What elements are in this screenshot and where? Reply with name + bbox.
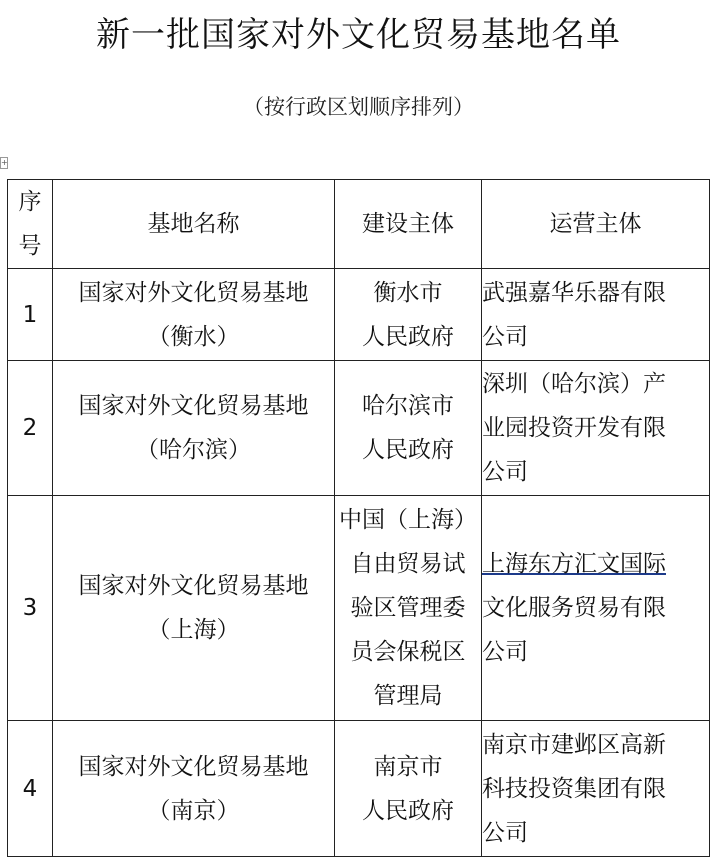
row-seq: 2: [8, 361, 53, 496]
row-builder-line: 南京市: [373, 753, 443, 780]
header-operator: 运营主体: [482, 180, 710, 269]
row-name-line: 国家对外文化贸易基地: [78, 279, 309, 306]
table-header-row: [8, 180, 710, 269]
table-row: [8, 269, 710, 361]
document-subtitle: （按行政区划顺序排列）: [243, 95, 474, 119]
row-operator-line: 公司: [482, 323, 528, 350]
row-name-line: 国家对外文化贸易基地: [78, 753, 309, 780]
row-operator-line: 上海东方汇文国际: [482, 551, 666, 577]
row-builder: [335, 269, 482, 361]
row-operator-line: 公司: [482, 639, 528, 665]
row-operator: [482, 496, 710, 721]
row-builder-line: 自由贸易试: [350, 551, 466, 577]
header-seq-line-2: 号: [18, 233, 42, 259]
row-operator-line: 公司: [482, 819, 528, 846]
row-builder: [335, 721, 482, 857]
row-operator: [482, 721, 710, 857]
row-operator-line: 科技投资集团有限: [482, 775, 666, 802]
row-operator-line: 深圳（哈尔滨）产: [482, 371, 666, 397]
table-move-handle-icon[interactable]: +: [1, 158, 8, 167]
header-name: 基地名称: [53, 180, 335, 269]
row-name-line: （南京）: [147, 797, 240, 824]
document-title: 新一批国家对外文化贸易基地名单: [96, 15, 621, 55]
row-builder: [335, 361, 482, 496]
header-builder: 建设主体: [335, 180, 482, 269]
header-seq-line-1: 序: [18, 189, 42, 215]
row-builder-line: 管理局: [373, 683, 443, 709]
row-operator-line: 公司: [482, 459, 528, 485]
table-row: [8, 721, 710, 857]
row-name-line: （上海）: [147, 617, 240, 643]
header-seq: [8, 180, 53, 269]
row-operator: [482, 269, 710, 361]
row-operator-line: 文化服务贸易有限: [482, 595, 666, 621]
row-name-line: （衡水）: [147, 323, 240, 350]
row-builder-line: 员会保税区: [350, 639, 466, 665]
row-builder-line: 验区管理委: [350, 595, 466, 621]
row-builder-line: 人民政府: [362, 437, 454, 463]
row-name: [53, 721, 335, 857]
row-builder: [335, 496, 482, 721]
table-row: [8, 496, 710, 721]
row-builder-line: 衡水市: [373, 279, 443, 306]
row-builder-line: 中国（上海）: [339, 507, 477, 533]
row-operator-line: 南京市建邺区高新: [482, 731, 666, 758]
row-operator-line: 业园投资开发有限: [482, 415, 666, 441]
row-seq: 3: [8, 496, 53, 721]
row-builder-line: 人民政府: [362, 323, 454, 350]
base-list-table: [7, 179, 710, 857]
row-name: [53, 269, 335, 361]
table-row: [8, 361, 710, 496]
row-name: [53, 361, 335, 496]
row-builder-line: 人民政府: [362, 797, 454, 824]
row-builder-line: 哈尔滨市: [362, 393, 454, 419]
row-name-line: 国家对外文化贸易基地: [78, 573, 309, 599]
row-operator-line: 武强嘉华乐器有限: [482, 279, 666, 306]
row-name: [53, 496, 335, 721]
row-name-line: 国家对外文化贸易基地: [78, 393, 309, 419]
row-name-line: （哈尔滨）: [136, 437, 251, 463]
row-seq: 1: [8, 269, 53, 361]
row-operator: [482, 361, 710, 496]
row-seq: 4: [8, 721, 53, 857]
